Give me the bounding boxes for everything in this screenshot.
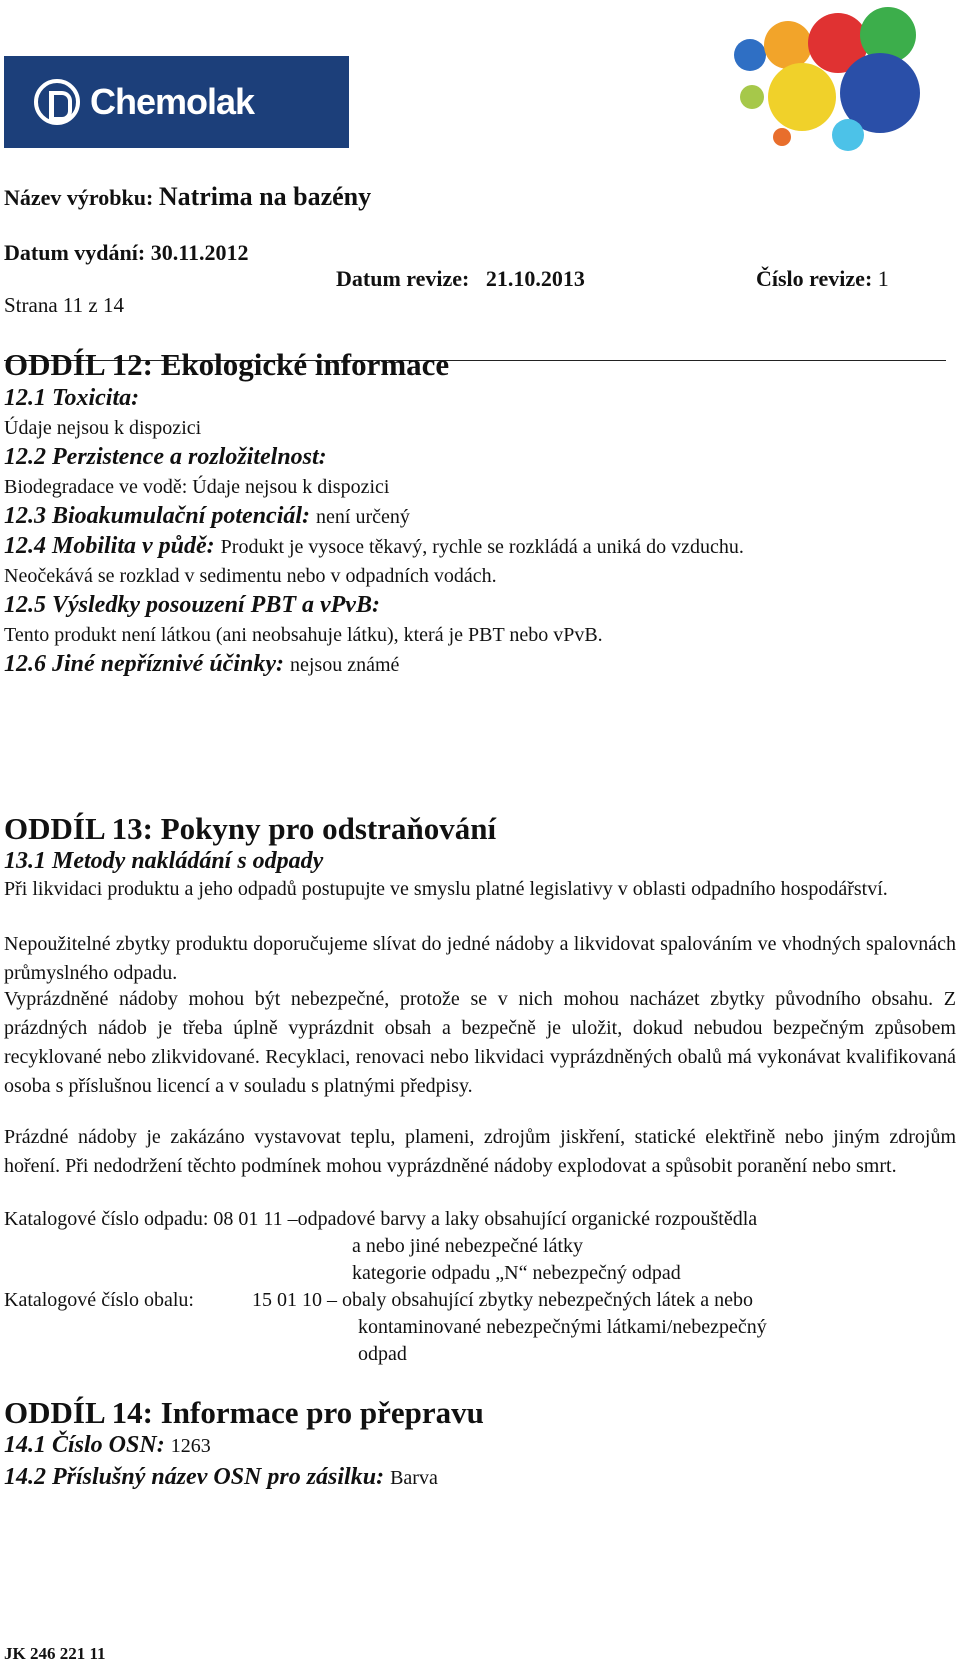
packaging-code-line-3: odpad bbox=[358, 1343, 407, 1365]
waste-code-line-2: a nebo jiné nebezpečné látky bbox=[352, 1235, 583, 1257]
section-13-title: ODDÍL 13: Pokyny pro odstraňování bbox=[4, 811, 497, 846]
section-13-paragraph-4: Prázdné nádoby je zakázáno vystavovat teplu, plameni, zdrojům jiskření, statické elektřině nebo jiným zdrojům hoření. Při nedodržení těchto podmínek mohou vyprázdněné nádoby explodovat a spůsobit poranění nebo smrt. bbox=[4, 1126, 956, 1177]
footer-code: JK 246 221 11 bbox=[4, 1644, 106, 1663]
section-12-2-text: Biodegradace ve vodě: Údaje nejsou k dispozici bbox=[4, 476, 390, 498]
issue-date-line: Datum vydání: 30.11.2012 bbox=[4, 240, 249, 265]
section-12-4-text: Neočekává se rozklad v sedimentu nebo v odpadních vodách. bbox=[4, 565, 497, 587]
section-13-1-heading: 13.1 Metody nakládání s odpady bbox=[4, 848, 324, 874]
revision-number-line: Číslo revize: 1 bbox=[756, 266, 889, 291]
section-14-title: ODDÍL 14: Informace pro přepravu bbox=[4, 1395, 484, 1430]
section-12-5-heading: 12.5 Výsledky posouzení PBT a vPvB: bbox=[4, 592, 380, 618]
chemolak-mark-icon bbox=[34, 79, 80, 125]
section-12-6-line: 12.6 Jiné nepříznivé účinky: nejsou známé bbox=[4, 651, 400, 677]
section-13-paragraph-2: Nepoužitelné zbytky produktu doporučujeme slívat do jedné nádoby a likvidovat spalováním ve vhodných spalovnách průmyslného odpadu. bbox=[4, 933, 956, 984]
section-13-paragraph-3: Vyprázdněné nádoby mohou být nebezpečné, protože se v nich mohou nacházet zbytky původního obsahu. Z prázdných nádob je třeba úplně vyprázdnit obsah a bezpečně je uložit, dokud nebudou bezpečným způsobem recyklované nebo zlikvidované. Recyklaci, renovaci nebo likvidaci vyprázdněných obalů má vykonávat kvalifikovaná osoba s příslušnou licencí a v souladu s platnými předpisy. bbox=[4, 988, 956, 1097]
colored-dots-icon bbox=[730, 5, 930, 155]
section-14-2-line: 14.2 Příslušný název OSN pro zásilku: Barva bbox=[4, 1464, 438, 1490]
section-12-3-line: 12.3 Bioakumulační potenciál: není určený bbox=[4, 503, 410, 529]
section-12-1-heading: 12.1 Toxicita: bbox=[4, 385, 140, 411]
section-14-1-line: 14.1 Číslo OSN: 1263 bbox=[4, 1432, 211, 1458]
section-12-4-line: 12.4 Mobilita v půdě: Produkt je vysoce těkavý, rychle se rozkládá a uniká do vzduchu. bbox=[4, 533, 744, 559]
packaging-code-line-1: 15 01 10 – obaly obsahující zbytky nebezpečných látek a nebo bbox=[252, 1289, 753, 1311]
section-12-5-text: Tento produkt není látkou (ani neobsahuje látku), která je PBT nebo vPvB. bbox=[4, 624, 603, 646]
product-name-line: Název výrobku: Natrima na bazény bbox=[4, 182, 372, 211]
packaging-code-line-2: kontaminované nebezpečnými látkami/nebezpečný bbox=[358, 1316, 767, 1338]
waste-code-line-1: Katalogové číslo odpadu: 08 01 11 –odpadové barvy a laky obsahující organické rozpouštědla bbox=[4, 1208, 758, 1230]
section-12-2-heading: 12.2 Perzistence a rozložitelnost: bbox=[4, 444, 327, 470]
page-number: Strana 11 z 14 bbox=[4, 293, 124, 317]
chemolak-logo bbox=[4, 56, 349, 148]
packaging-code-label: Katalogové číslo obalu: bbox=[4, 1289, 194, 1311]
waste-code-line-3: kategorie odpadu „N“ nebezpečný odpad bbox=[352, 1262, 681, 1284]
logo-text: Chemolak bbox=[90, 81, 255, 122]
section-13-paragraph-1: Při likvidaci produktu a jeho odpadů postupujte ve smyslu platné legislativy v oblasti odpadního hospodářství. bbox=[4, 878, 888, 900]
revision-date-line: Datum revize: 21.10.2013 bbox=[336, 266, 585, 291]
section-12-1-text: Údaje nejsou k dispozici bbox=[4, 417, 202, 439]
section-12-title: ODDÍL 12: Ekologické informace bbox=[4, 347, 450, 382]
